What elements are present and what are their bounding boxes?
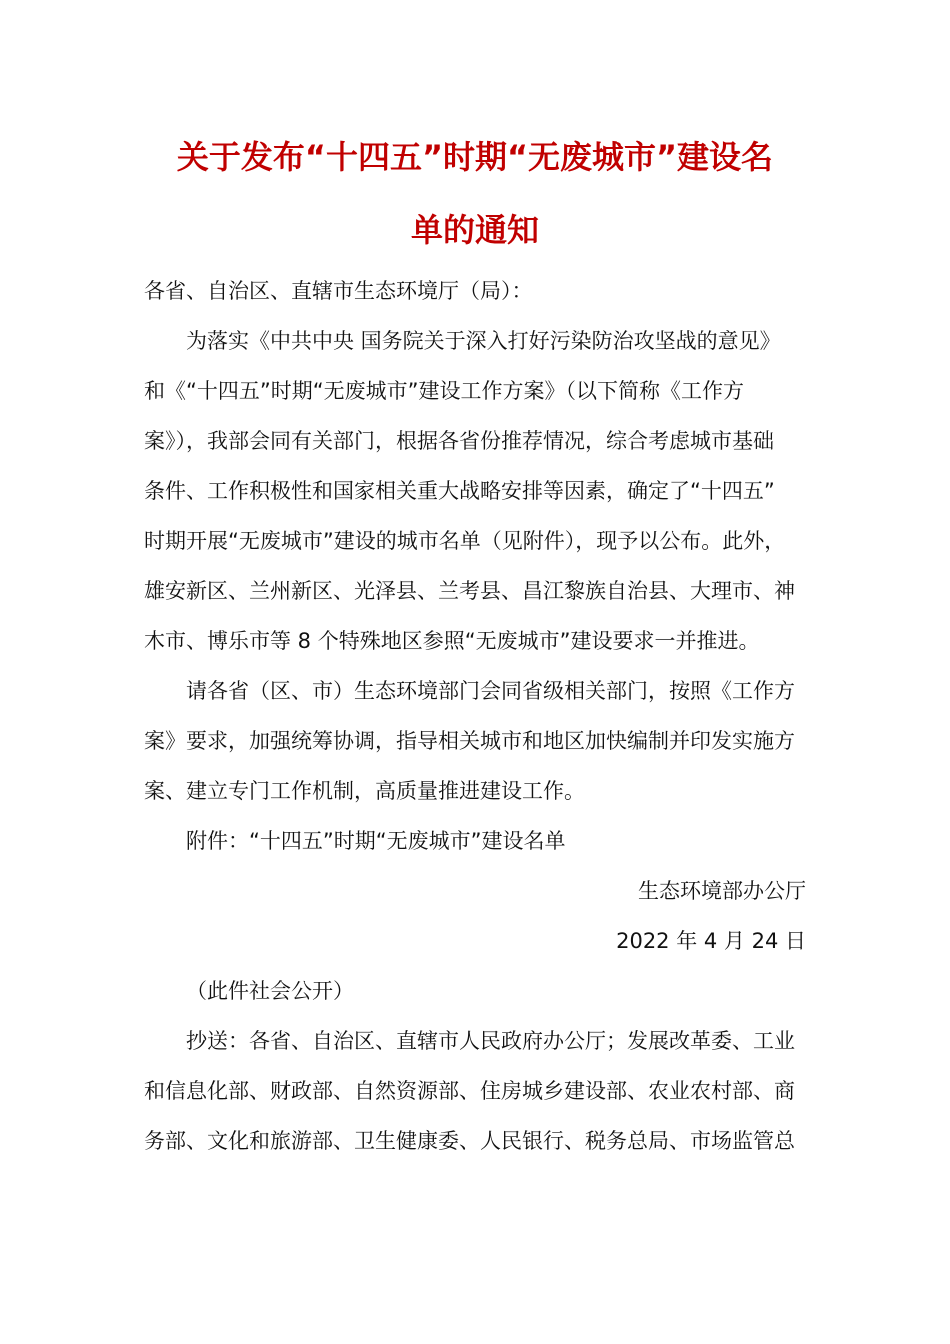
paragraph-1-line-4: 条件、工作积极性和国家相关重大战略安排等因素，确定了“十四五”	[144, 479, 775, 503]
paragraph-1-line-3: 案》），我部会同有关部门，根据各省份推荐情况，综合考虑城市基础	[144, 429, 774, 453]
document-title-line-1: 关于发布“十四五”时期“无废城市”建设名	[176, 138, 774, 176]
cc-line-1: 抄送：各省、自治区、直辖市人民政府办公厅；发展改革委、工业	[186, 1029, 795, 1053]
paragraph-2-line-2: 案》要求，加强统筹协调，指导相关城市和地区加快编制并印发实施方	[144, 729, 795, 753]
paragraph-1-line-2: 和《“十四五”时期“无废城市”建设工作方案》（以下简称《工作方	[144, 379, 745, 403]
issue-date: 2022 年 4 月 24 日	[616, 929, 806, 953]
paragraph-2-line-3: 案、建立专门工作机制，高质量推进建设工作。	[144, 779, 585, 803]
issuer: 生态环境部办公厅	[638, 879, 806, 903]
attachment-line: 附件：“十四五”时期“无废城市”建设名单	[186, 829, 566, 853]
paragraph-1-line-7: 木市、博乐市等 8 个特殊地区参照“无废城市”建设要求一并推进。	[144, 629, 760, 653]
cc-line-3: 务部、文化和旅游部、卫生健康委、人民银行、税务总局、市场监管总	[144, 1129, 795, 1153]
paragraph-1-line-5: 时期开展“无废城市”建设的城市名单（见附件），现予以公布。此外，	[144, 529, 786, 553]
document-title-line-2: 单的通知	[410, 211, 539, 249]
paragraph-1-line-1: 为落实《中共中央 国务院关于深入打好污染防治攻坚战的意见》	[186, 329, 781, 353]
cc-line-2: 和信息化部、财政部、自然资源部、住房城乡建设部、农业农村部、商	[144, 1079, 795, 1103]
paragraph-2-line-1: 请各省（区、市）生态环境部门会同省级相关部门，按照《工作方	[186, 679, 795, 703]
paragraph-1-line-6: 雄安新区、兰州新区、光泽县、兰考县、昌江黎族自治县、大理市、神	[144, 579, 795, 603]
salutation: 各省、自治区、直辖市生态环境厅（局）：	[144, 279, 533, 303]
disclosure-note: （此件社会公开）	[186, 979, 354, 1003]
